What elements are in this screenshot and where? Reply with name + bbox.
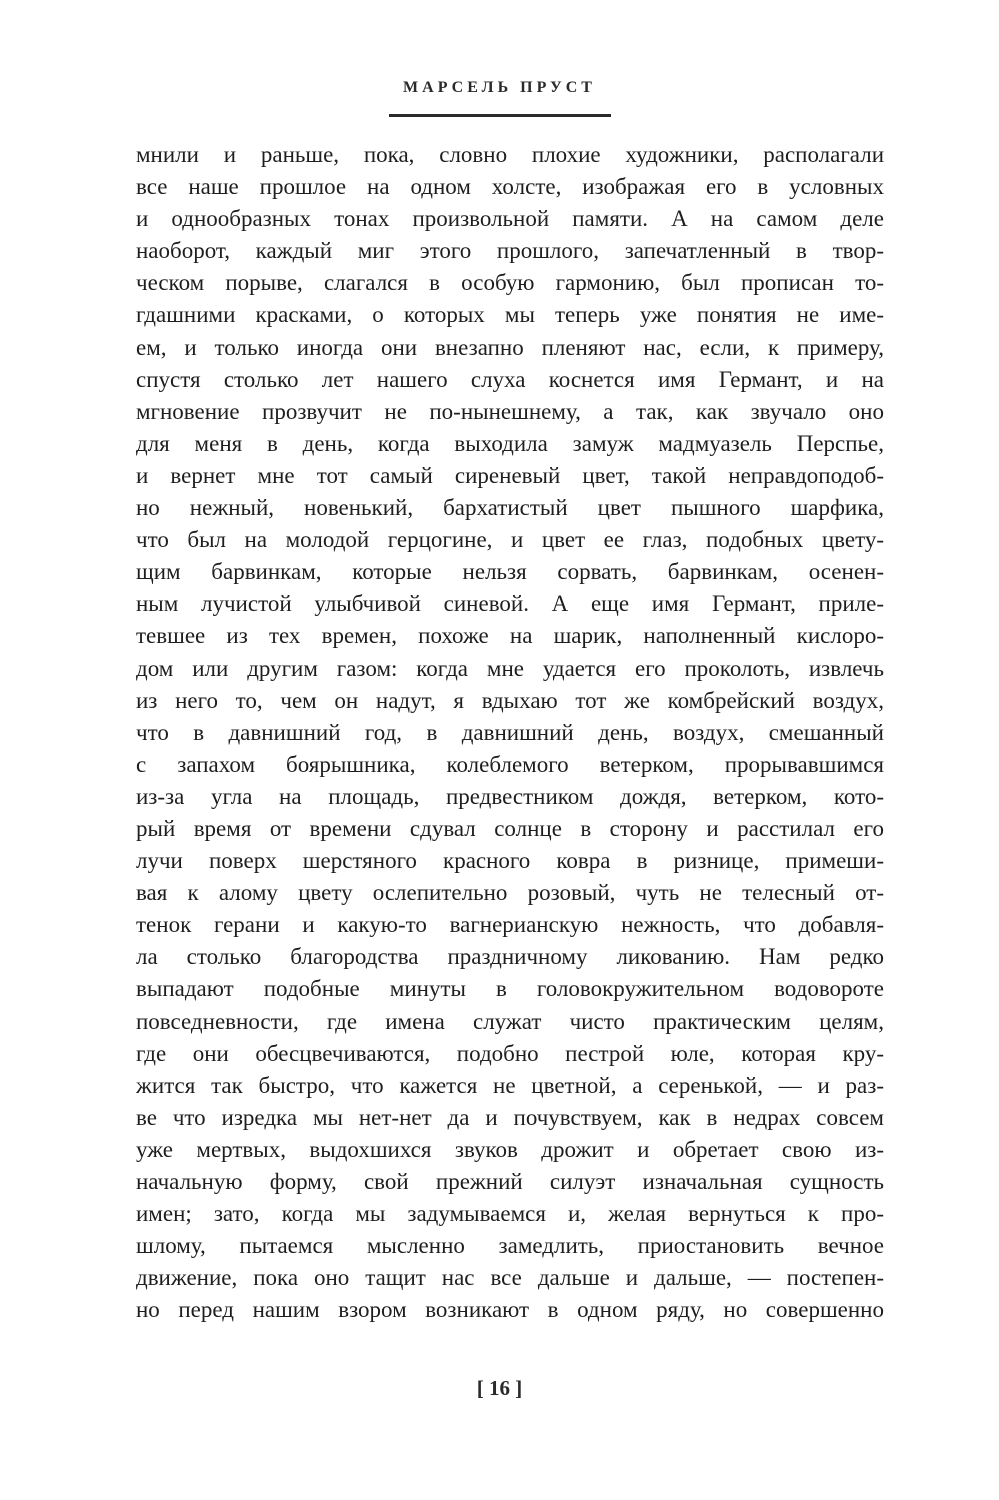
text-line: из него то, чем он надут, я вдыхаю тот же комбрейский воздух, — [136, 687, 884, 713]
text-line: ем, и только иногда они внезапно пленяют нас, если, к примеру, — [136, 334, 884, 360]
text-line: выпадают подобные минуты в головокружительном водовороте — [136, 976, 884, 1002]
body-text — [136, 139, 884, 1326]
text-line: мнили и раньше, пока, словно плохие художники, располагали — [136, 142, 884, 167]
text-line: начальную форму, свой прежний силуэт изначальная сущность — [136, 1169, 884, 1194]
text-line: уже мертвых, выдохшихся звуков дрожит и обретает свою из- — [136, 1136, 884, 1162]
text-line: ным лучистой улыбчивой синевой. А еще имя Германт, приле- — [136, 591, 884, 617]
text-line: лучи поверх шерстяного красного ковра в ризнице, примеши- — [136, 848, 884, 874]
text-line: шлому, пытаемся мысленно замедлить, приостановить вечное — [136, 1233, 884, 1259]
text-line: и вернет мне тот самый сиреневый цвет, такой неправдоподоб- — [136, 462, 884, 488]
text-line: для меня в день, когда выходила замуж мадмуазель Перспье, — [136, 430, 884, 456]
text-line: где они обесцвечиваются, подобно пестрой юле, которая кру- — [136, 1040, 884, 1066]
text-line: что был на молодой герцогине, и цвет ее глаз, подобных цвету- — [136, 527, 884, 553]
text-line: имен; зато, когда мы задумываемся и, желая вернуться к про- — [136, 1201, 884, 1227]
text-line: и однообразных тонах произвольной памяти. А на самом деле — [136, 206, 884, 232]
text-line: ла столько благородства праздничному ликованию. Нам редко — [136, 944, 884, 970]
text-line: движение, пока оно тащит нас все дальше и дальше, — постепен- — [136, 1265, 884, 1291]
text-line: с запахом боярышника, колеблемого ветерком, прорывавшимся — [136, 751, 884, 777]
text-line: ве что изредка мы нет-нет да и почувствуем, как в недрах совсем — [136, 1104, 884, 1130]
text-line: но перед нашим взором возникают в одном ряду, но совершенно — [136, 1297, 884, 1323]
text-line: гдашними красками, о которых мы теперь уже понятия не име- — [136, 302, 884, 328]
text-line: из-за угла на площадь, предвестником дождя, ветерком, кото- — [136, 783, 884, 809]
running-head-author: МАРСЕЛЬ ПРУСТ — [403, 79, 596, 96]
text-line: повседневности, где имена служат чисто практическим целям, — [136, 1008, 884, 1034]
text-line: но нежный, новенький, бархатистый цвет пышного шарфика, — [136, 495, 884, 521]
text-line: жится так быстро, что кажется не цветной, а серенькой, — и раз- — [136, 1072, 884, 1098]
header-rule — [389, 114, 611, 117]
text-line: мгновение прозвучит не по-нынешнему, а так, как звучало оно — [136, 398, 884, 424]
text-line: щим барвинкам, которые нельзя сорвать, барвинкам, осенен- — [136, 559, 884, 585]
page-number: [ 16 ] — [476, 1376, 523, 1400]
text-line: рый время от времени сдувал солнце в сторону и расстилал его — [136, 815, 884, 841]
text-line: наоборот, каждый миг этого прошлого, запечатленный в твор- — [136, 238, 884, 264]
text-line: что в давнишний год, в давнишний день, воздух, смешанный — [136, 719, 884, 745]
text-line: тевшее из тех времен, похоже на шарик, наполненный кислоро- — [136, 623, 884, 649]
text-line: вая к алому цвету ослепительно розовый, чуть не телесный от- — [136, 880, 884, 906]
text-line: все наше прошлое на одном холсте, изображая его в условных — [136, 174, 884, 200]
text-line: ческом порыве, слагался в особую гармонию, был прописан то- — [136, 270, 884, 296]
text-line: тенок герани и какую-то вагнерианскую нежность, что добавля- — [136, 912, 884, 938]
text-line: спустя столько лет нашего слуха коснется имя Германт, и на — [136, 366, 884, 392]
text-line: дом или другим газом: когда мне удается его проколоть, извлечь — [136, 655, 884, 681]
